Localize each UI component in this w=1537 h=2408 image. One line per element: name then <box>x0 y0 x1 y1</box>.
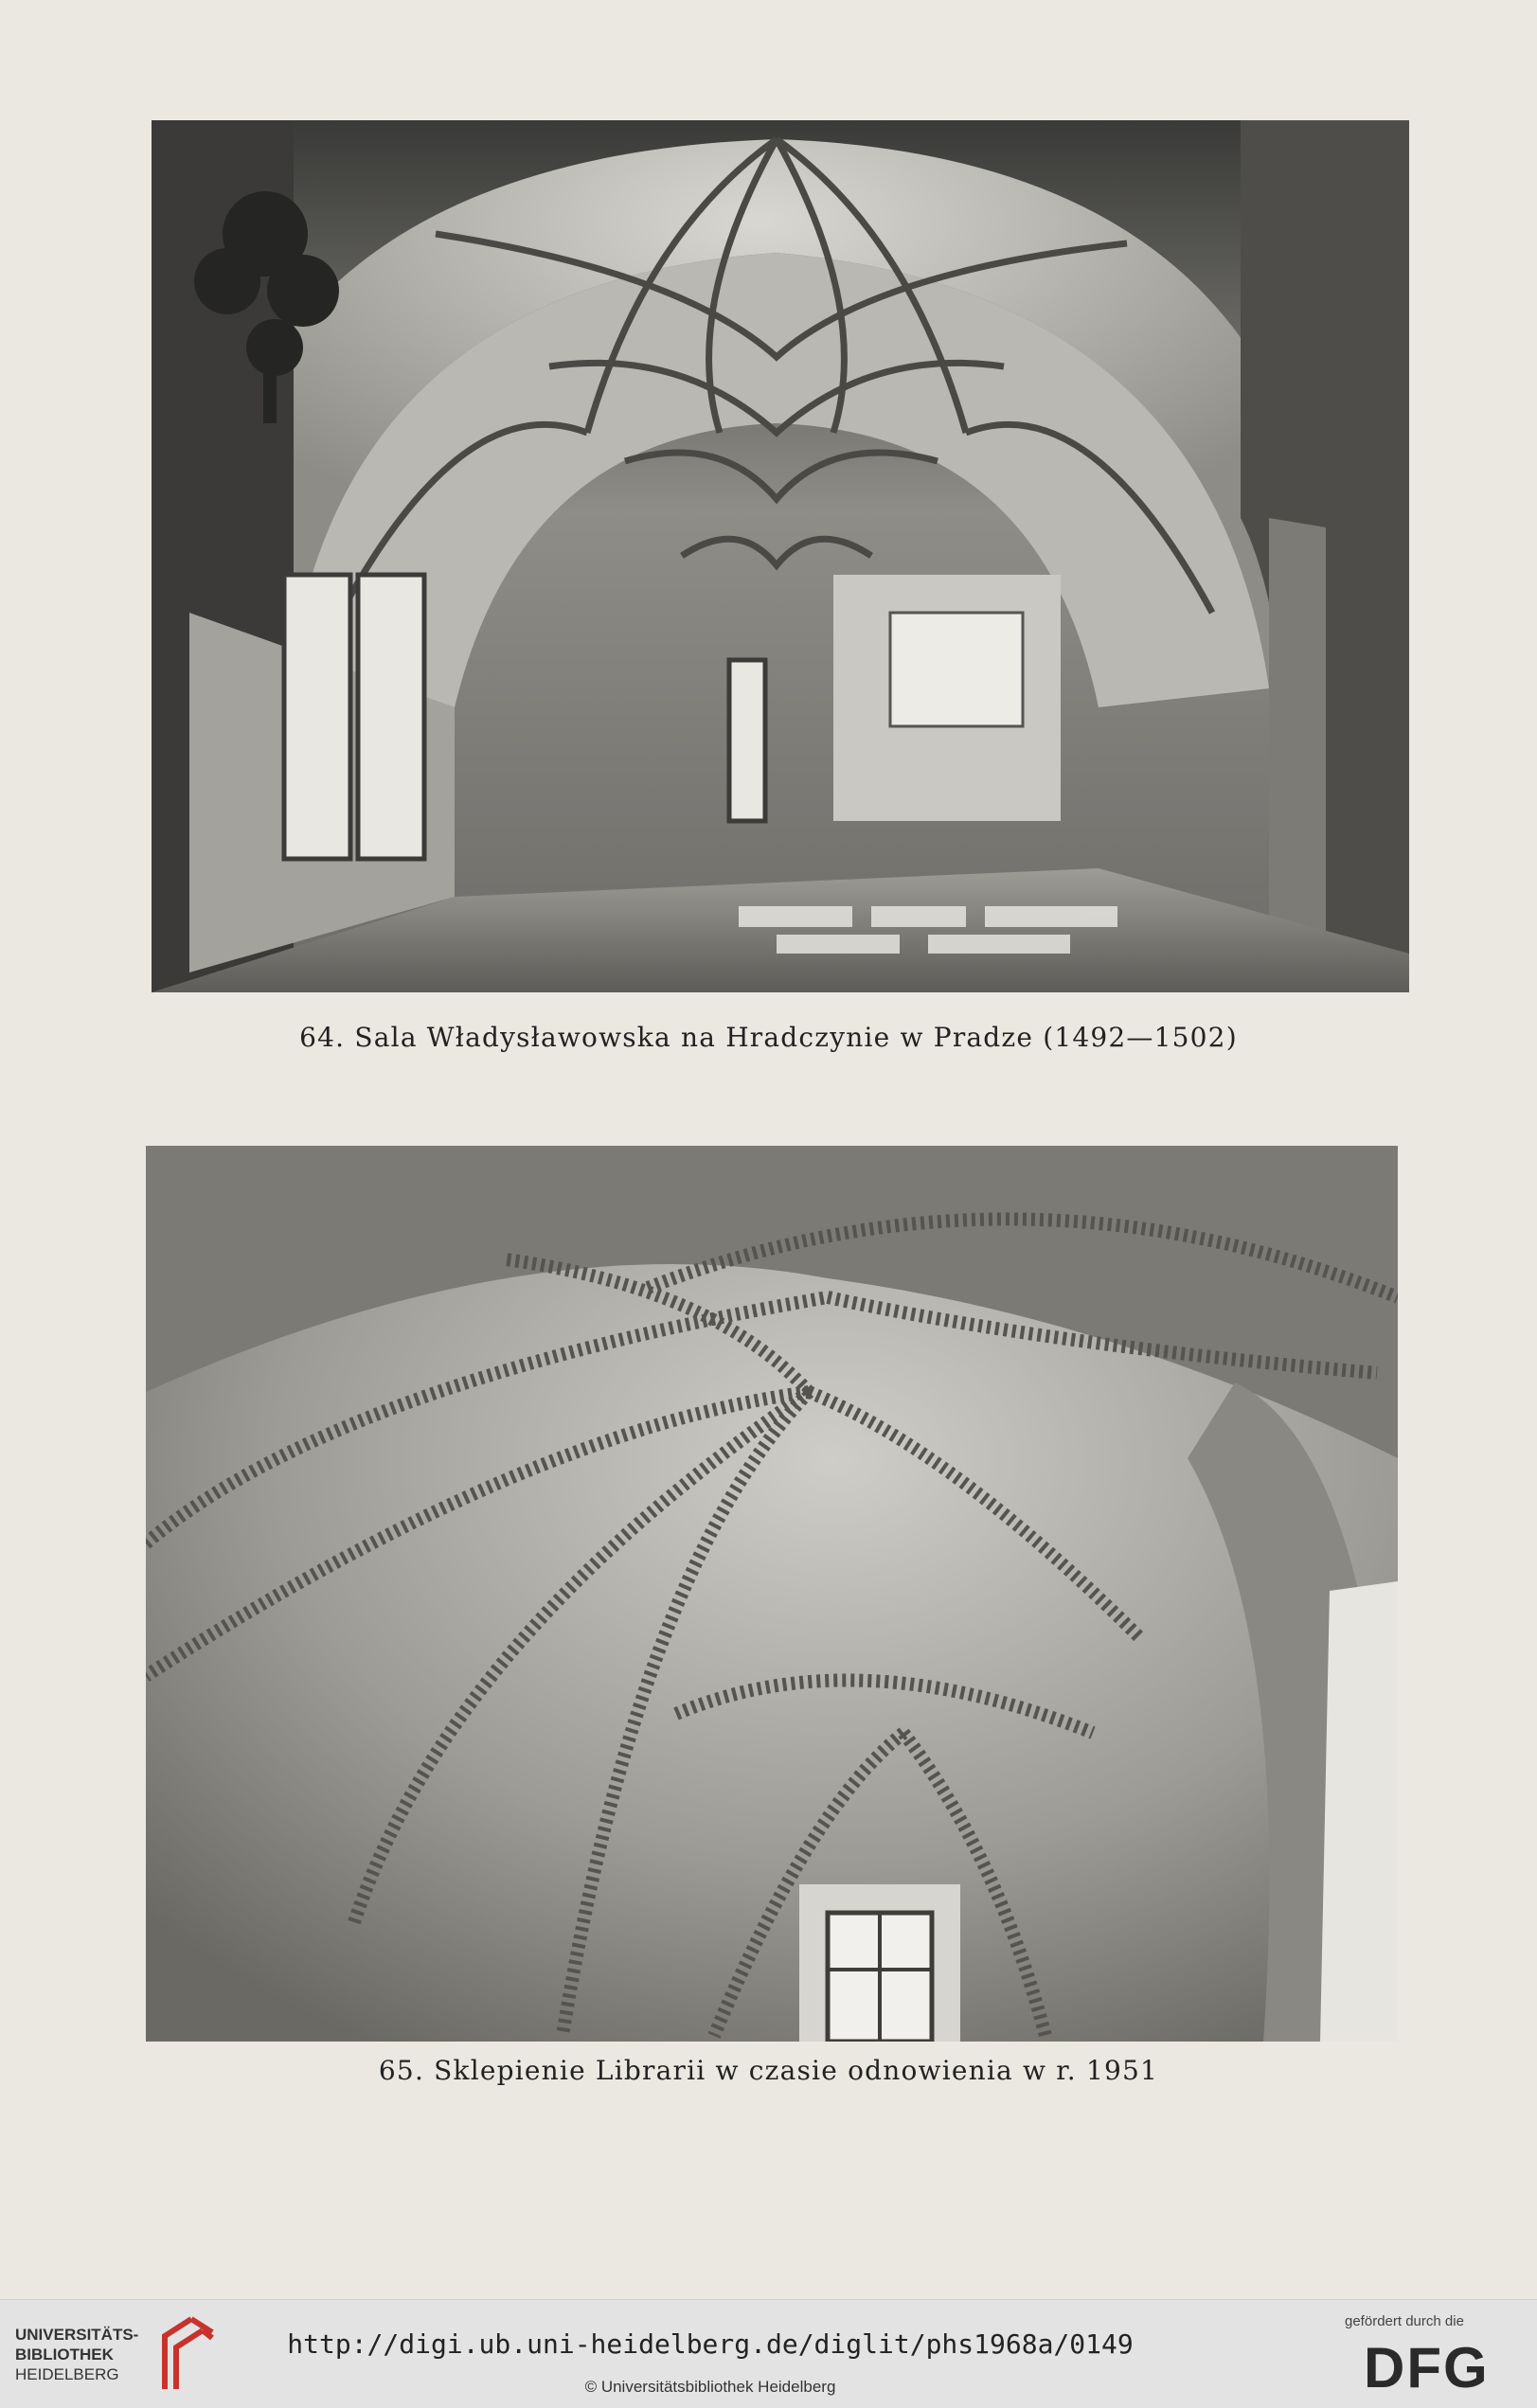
funded-by-label: gefördert durch die <box>1345 2313 1464 2329</box>
copyright-notice: © Universitätsbibliothek Heidelberg <box>584 2378 836 2396</box>
figure-caption-65: 65. Sklepienie Librarii w czasie odnowienia w r. 1951 <box>378 2055 1159 2086</box>
library-logo-icon <box>153 2313 216 2395</box>
dfg-logo: DFG <box>1364 2336 1490 2399</box>
library-name <box>15 2325 157 2384</box>
library-name-line: UNIVERSITÄTS- <box>15 2326 139 2344</box>
figure-caption-64: 64. Sala Władysławowska na Hradczynie w Pradze (1492—1502) <box>299 1022 1238 1053</box>
photo-hall-interior <box>152 120 1409 992</box>
permalink-url[interactable]: http://digi.ub.uni-heidelberg.de/diglit/phs1968a/0149 <box>287 2328 1134 2360</box>
digitization-footer <box>0 2299 1537 2408</box>
library-name-line: HEIDELBERG <box>15 2365 119 2383</box>
library-name-line: BIBLIOTHEK <box>15 2346 114 2363</box>
photo-vault-ceiling <box>146 1146 1398 2042</box>
